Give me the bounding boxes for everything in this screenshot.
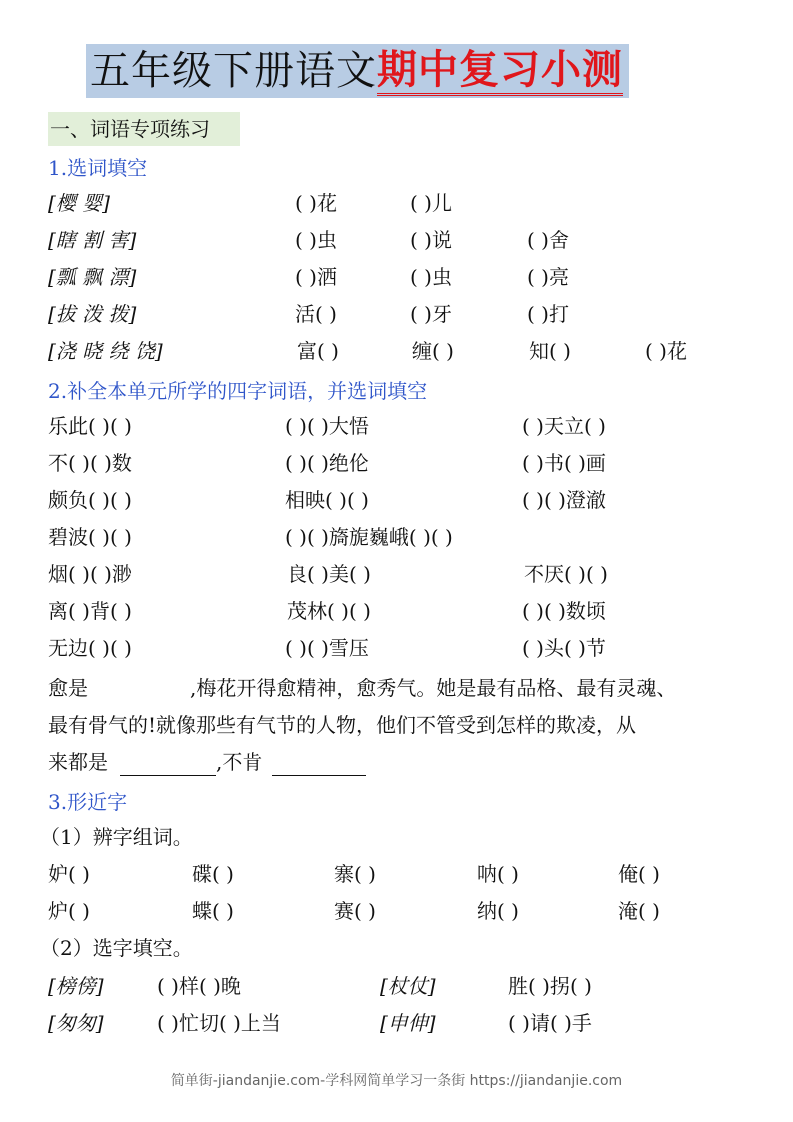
- q2-row-4-col-2: ( )( )旖旎巍峨( )( ): [285, 525, 453, 549]
- q3-sub1-row-2-col-1: 炉( ): [48, 899, 90, 923]
- page-title: [86, 44, 629, 98]
- q1-row-2-group: [瞎 割 害]: [48, 228, 137, 252]
- q3-sub1-row-1-col-1: 妒( ): [48, 862, 90, 886]
- q2-paragraph-line-2: 最有骨气的!就像那些有气节的人物，他们不管受到怎样的欺凌，从: [48, 713, 637, 737]
- q3-sub1-row-2-col-3: 赛( ): [334, 899, 376, 923]
- q1-row-3-item-1: ( )洒: [295, 265, 337, 289]
- q1-row-4-item-2: ( )牙: [410, 302, 452, 326]
- q3-sub2-row-2-items-2: ( )请( )手: [508, 1011, 592, 1035]
- q1-row-5-item-2: 缠( ): [412, 339, 454, 363]
- answer-blank-2: [272, 775, 366, 776]
- section-heading: 一、词语专项练习: [50, 117, 210, 141]
- q3-sub2-row-1-group-2: [杖仗]: [380, 974, 436, 998]
- q2-row-2-col-3: ( )书( )画: [522, 451, 606, 475]
- q1-row-2-item-1: ( )虫: [295, 228, 337, 252]
- q2-row-1-col-1: 乐此( )( ): [48, 414, 132, 438]
- q2-row-2-col-2: ( )( )绝伦: [285, 451, 369, 475]
- q2-paragraph-line-1-a: 愈是: [48, 676, 88, 700]
- q2-row-7-col-3: ( )头( )节: [522, 636, 606, 660]
- q3-sub2-row-2-items-1: ( )忙切( )上当: [157, 1011, 281, 1035]
- q2-row-1-col-3: ( )天立( ): [522, 414, 606, 438]
- q3-sub1-row-1-col-2: 碟( ): [192, 862, 234, 886]
- q3-sub2-row-1-items-2: 胜( )拐( ): [508, 974, 592, 998]
- q2-row-7-col-1: 无边( )( ): [48, 636, 132, 660]
- q2-row-3-col-2: 相映( )( ): [285, 488, 369, 512]
- q1-row-4-item-3: ( )打: [527, 302, 569, 326]
- q2-paragraph-line-1-b: ,梅花开得愈精神，愈秀气。她是最有品格、最有灵魂、: [190, 676, 677, 700]
- title-part-2: 期中复习小测: [377, 47, 623, 96]
- q3-sub2-label: （2）选字填空。: [40, 936, 193, 960]
- q3-sub1-row-2-col-5: 淹( ): [618, 899, 660, 923]
- q3-sub2-row-2-group-1: [匆匆]: [48, 1011, 104, 1035]
- q3-sub1-row-2-col-4: 纳( ): [477, 899, 519, 923]
- q3-sub1-label: （1）辨字组词。: [40, 825, 193, 849]
- q2-row-2-col-1: 不( )( )数: [48, 451, 132, 475]
- q3-heading: 3.形近字: [48, 790, 128, 814]
- q2-row-5-col-2: 良( )美( ): [287, 562, 371, 586]
- q3-sub1-row-1-col-5: 俺( ): [618, 862, 660, 886]
- title-part-1: 五年级下册语文: [90, 48, 377, 94]
- q2-row-3-col-1: 颇负( )( ): [48, 488, 132, 512]
- q2-paragraph-line-3-a: 来都是: [48, 750, 108, 774]
- q2-row-4-col-1: 碧波( )( ): [48, 525, 132, 549]
- q2-row-6-col-1: 离( )背( ): [48, 599, 132, 623]
- q3-sub1-row-1-col-3: 寨( ): [334, 862, 376, 886]
- q1-row-5-item-3: 知( ): [529, 339, 571, 363]
- q2-row-7-col-2: ( )( )雪压: [285, 636, 369, 660]
- q1-row-3-item-3: ( )亮: [527, 265, 569, 289]
- q1-row-3-item-2: ( )虫: [410, 265, 452, 289]
- q3-sub2-row-1-items-1: ( )样( )晚: [157, 974, 241, 998]
- q2-paragraph-line-3-b: ,不肯: [216, 750, 263, 774]
- q1-row-1-item-1: ( )花: [295, 191, 337, 215]
- q2-row-6-col-2: 茂林( )( ): [287, 599, 371, 623]
- q1-row-5-group: [浇 晓 绕 饶]: [48, 339, 163, 363]
- q2-heading: 2.补全本单元所学的四字词语，并选词填空: [48, 379, 428, 403]
- answer-blank-1: [120, 775, 216, 776]
- q1-row-4-item-1: 活( ): [295, 302, 337, 326]
- q1-row-4-group: [拔 泼 拨]: [48, 302, 137, 326]
- q2-row-1-col-2: ( )( )大悟: [285, 414, 369, 438]
- q2-row-3-col-3: ( )( )澄澈: [522, 488, 606, 512]
- q3-sub1-row-2-col-2: 蝶( ): [192, 899, 234, 923]
- q3-sub1-row-1-col-4: 呐( ): [477, 862, 519, 886]
- q1-row-1-group: [樱 婴]: [48, 191, 110, 215]
- q1-row-5-item-1: 富( ): [297, 339, 339, 363]
- q1-row-1-item-2: ( )儿: [410, 191, 452, 215]
- q1-row-2-item-2: ( )说: [410, 228, 452, 252]
- page-footer: 简单街-jiandanjie.com-学科网简单学习一条街 https://jiandanjie.com: [170, 1073, 623, 1089]
- q3-sub2-row-1-group-1: [榜傍]: [48, 974, 104, 998]
- q1-heading: 1.选词填空: [48, 156, 148, 180]
- q2-row-6-col-3: ( )( )数顷: [522, 599, 606, 623]
- q2-row-5-col-3: 不厌( )( ): [524, 562, 608, 586]
- q1-row-2-item-3: ( )舍: [527, 228, 569, 252]
- q1-row-5-item-4: ( )花: [645, 339, 687, 363]
- q2-row-5-col-1: 烟( )( )渺: [48, 562, 132, 586]
- q1-row-3-group: [瓢 飘 漂]: [48, 265, 137, 289]
- q3-sub2-row-2-group-2: [申伸]: [380, 1011, 436, 1035]
